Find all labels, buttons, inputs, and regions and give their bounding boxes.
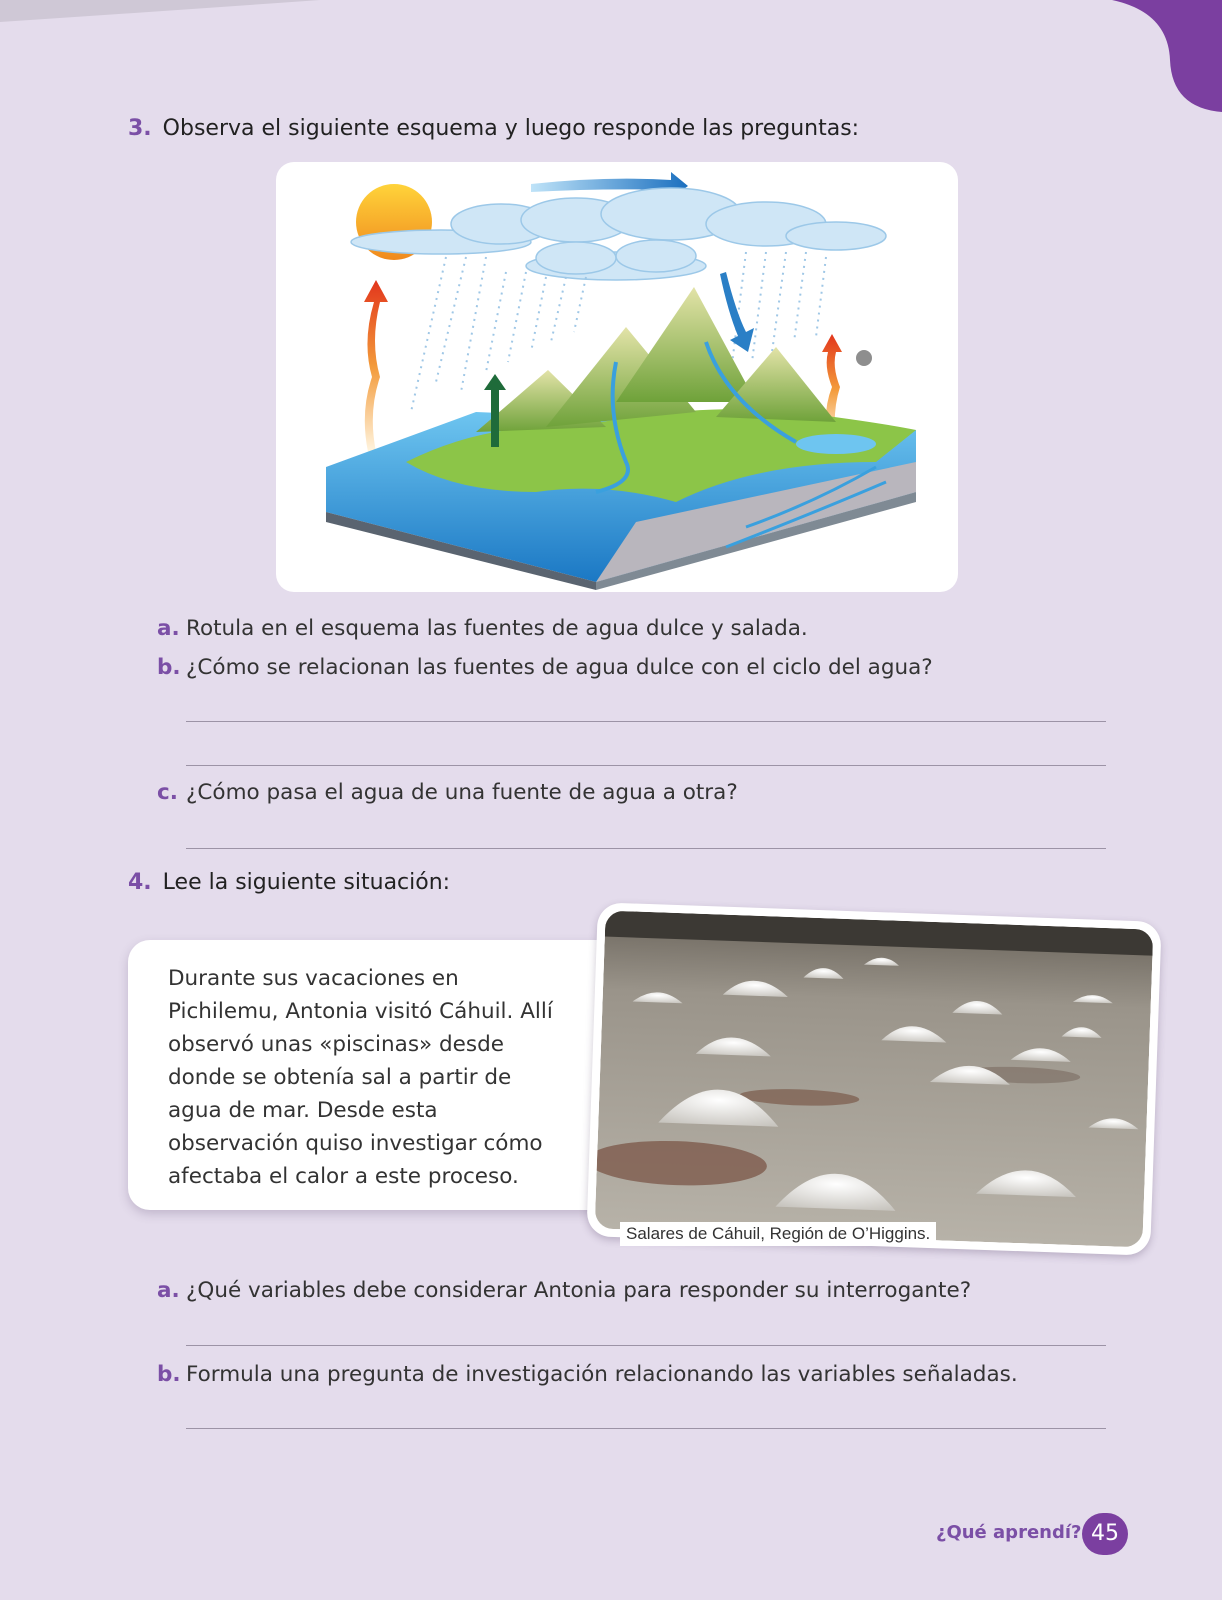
question-3-number: 3. <box>128 116 152 141</box>
question-3a-letter: a. <box>157 616 180 641</box>
top-left-decoration <box>0 0 320 22</box>
answer-line-3b-2[interactable] <box>186 765 1106 766</box>
question-3a <box>157 616 808 641</box>
answer-line-3c[interactable] <box>186 848 1106 849</box>
question-3b-letter: b. <box>157 655 181 680</box>
question-4b-text: Formula una pregunta de investigación relacionando las variables señaladas. <box>186 1362 1018 1387</box>
water-cycle-diagram <box>276 162 958 592</box>
question-4a-letter: a. <box>157 1278 180 1303</box>
situation-text: Durante sus vacaciones en Pichilemu, Antonia visitó Cáhuil. Allí observó unas «piscinas» desde donde se obtenía sal a partir de agua de mar. Desde esta observación quiso investigar cómo afectaba el calor a este proceso. <box>168 966 553 1189</box>
question-3b <box>157 655 933 680</box>
question-3c-text: ¿Cómo pasa el agua de una fuente de agua a otra? <box>186 780 738 805</box>
answer-line-4a[interactable] <box>186 1345 1106 1346</box>
situation-box <box>128 940 628 1210</box>
water-cycle-illustration <box>276 162 958 592</box>
photo-caption: Salares de Cáhuil, Región de O’Higgins. <box>620 1222 936 1246</box>
question-3a-text: Rotula en el esquema las fuentes de agua dulce y salada. <box>186 616 808 641</box>
question-4a <box>157 1278 971 1303</box>
page-number: 45 <box>1082 1513 1128 1555</box>
answer-line-4b[interactable] <box>186 1428 1106 1429</box>
question-4-prompt: Lee la siguiente situación: <box>162 870 451 895</box>
salt-flats-photo <box>586 902 1161 1255</box>
question-3-heading <box>128 116 859 141</box>
question-3-prompt: Observa el siguiente esquema y luego responde las preguntas: <box>162 116 860 141</box>
question-4b-letter: b. <box>157 1362 181 1387</box>
answer-line-3b-1[interactable] <box>186 721 1106 722</box>
question-4-heading <box>128 870 450 895</box>
section-label: ¿Qué aprendí? <box>936 1522 1082 1543</box>
salt-flats-image <box>595 911 1154 1248</box>
question-4-number: 4. <box>128 870 152 895</box>
question-3c-letter: c. <box>157 780 178 805</box>
top-right-decoration <box>1112 0 1222 112</box>
question-3b-text: ¿Cómo se relacionan las fuentes de agua dulce con el ciclo del agua? <box>186 655 933 680</box>
question-3c <box>157 780 738 805</box>
question-4b <box>157 1362 1018 1387</box>
question-4a-text: ¿Qué variables debe considerar Antonia para responder su interrogante? <box>186 1278 972 1303</box>
